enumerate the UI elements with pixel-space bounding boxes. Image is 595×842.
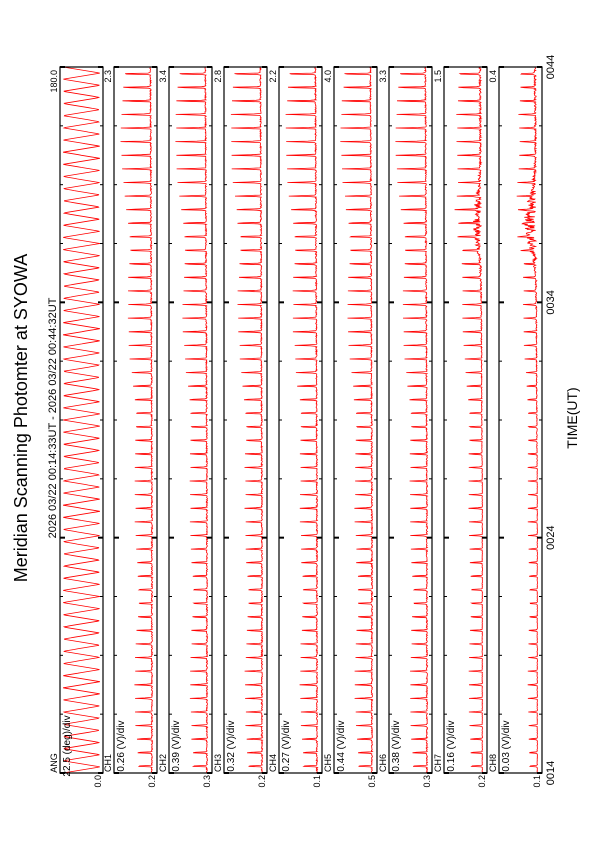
series-line	[286, 67, 318, 773]
series-line	[175, 67, 207, 773]
panel-7	[389, 67, 432, 773]
scale-label: 0.16 (V)/div	[446, 720, 457, 772]
series-line	[395, 67, 427, 773]
y-axis-label: CH6	[378, 753, 388, 773]
series-line	[340, 67, 372, 773]
panel-6	[334, 67, 377, 773]
panel-3	[169, 67, 212, 773]
chart-root	[11, 55, 580, 788]
y-min-label: 0.1	[312, 775, 322, 788]
y-max-label: 4.0	[323, 70, 333, 83]
y-min-label: 0.2	[147, 775, 157, 788]
scale-label: 0.38 (V)/div	[391, 720, 402, 772]
x-tick-label: 0024	[545, 525, 557, 550]
scale-label: 0.27 (V)/div	[281, 720, 292, 772]
y-min-label: 0.1	[532, 775, 542, 788]
panel-9	[499, 67, 542, 773]
scale-label: 0.03 (V)/div	[501, 720, 512, 772]
y-axis-label: CH3	[213, 753, 223, 773]
scale-label: 0.26 (V)/div	[116, 720, 127, 772]
chart-subtitle: 2026 03/22 00:14:33UT - 2026 03/22 00:44:32UT	[47, 297, 59, 539]
panel-8	[444, 67, 487, 773]
x-tick-label: 0014	[545, 760, 557, 786]
y-min-label: 0.2	[477, 775, 487, 788]
y-min-label: 0.3	[202, 775, 212, 788]
scale-label: 0.32 (V)/div	[226, 720, 237, 772]
series-line	[121, 67, 153, 773]
panel-frame	[60, 67, 103, 773]
scale-label: 22.5 (deg)/div	[62, 715, 73, 777]
series-line	[231, 67, 263, 773]
y-axis-label: ANG	[49, 753, 59, 773]
y-max-label: 1.5	[433, 70, 443, 83]
y-max-label: 180.0	[49, 70, 59, 93]
y-max-label: 2.8	[213, 70, 223, 83]
chart-title: Meridian Scanning Photomter at SYOWA	[11, 253, 31, 583]
y-min-label: 0.0	[93, 775, 103, 788]
y-max-label: 3.3	[378, 70, 388, 83]
y-axis-label: CH2	[158, 753, 168, 773]
x-tick-label: 0034	[545, 290, 557, 315]
y-min-label: 0.5	[367, 775, 377, 788]
x-axis-label: TIME(UT)	[564, 387, 580, 449]
panel-frame	[444, 67, 487, 773]
y-max-label: 3.4	[158, 70, 168, 83]
y-max-label: 2.2	[268, 70, 278, 83]
y-axis-label: CH5	[323, 753, 333, 773]
panel-1	[60, 67, 103, 773]
y-axis-label: CH1	[103, 753, 113, 773]
series-line	[63, 67, 100, 773]
y-axis-label: CH4	[268, 753, 278, 773]
panel-5	[279, 67, 322, 773]
panel-4	[224, 67, 267, 773]
y-axis-label: CH7	[433, 753, 443, 773]
scale-label: 0.44 (V)/div	[336, 720, 347, 772]
y-axis-label: CH8	[488, 753, 498, 773]
y-max-label: 0.4	[488, 70, 498, 83]
y-min-label: 0.3	[422, 775, 432, 788]
y-min-label: 0.2	[257, 775, 267, 788]
scale-label: 0.39 (V)/div	[171, 720, 182, 772]
series-line	[455, 67, 483, 773]
x-tick-label: 0044	[545, 54, 557, 80]
panel-2	[114, 67, 157, 773]
y-max-label: 2.3	[103, 70, 113, 83]
series-line	[517, 67, 538, 773]
